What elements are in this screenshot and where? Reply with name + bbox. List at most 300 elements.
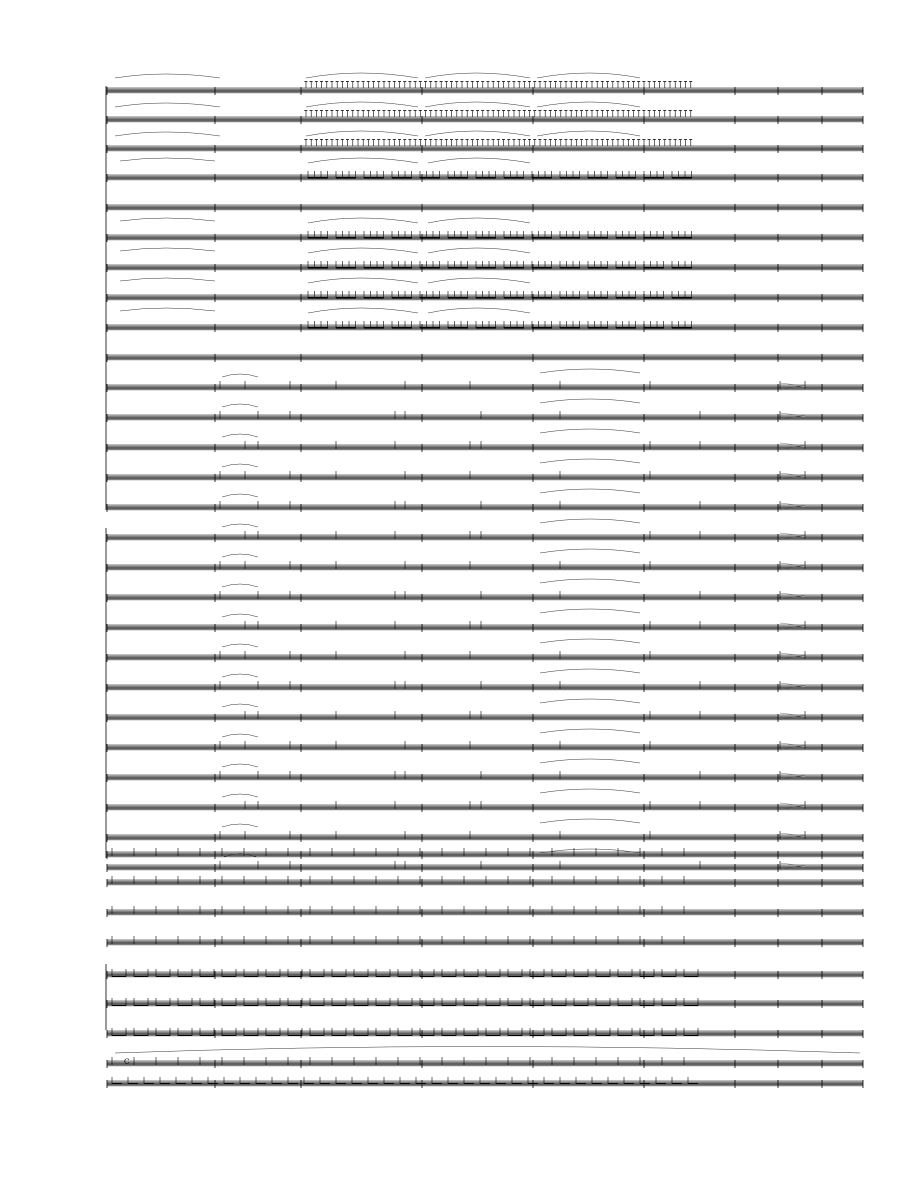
note-beam xyxy=(354,1005,368,1006)
note-beam xyxy=(244,976,258,977)
note-beam xyxy=(420,327,440,328)
staff xyxy=(107,445,863,450)
staff xyxy=(107,835,863,840)
slur xyxy=(222,824,258,827)
note-beam xyxy=(504,297,524,298)
note-beam xyxy=(658,139,661,140)
note-beam xyxy=(502,110,505,111)
note-beam xyxy=(684,110,687,111)
note-beam xyxy=(596,139,599,140)
note-beam xyxy=(533,110,536,111)
note-beam xyxy=(585,139,588,140)
note-beam xyxy=(336,139,339,140)
note-beam xyxy=(637,110,640,111)
note-beam xyxy=(480,1083,490,1084)
note-beam xyxy=(429,81,432,82)
slur xyxy=(115,103,220,107)
slur xyxy=(222,674,258,677)
slur xyxy=(540,549,640,553)
note-beam xyxy=(320,110,323,111)
note-beam xyxy=(616,327,636,328)
note-beam xyxy=(663,139,666,140)
note-beam xyxy=(244,1035,258,1036)
note-beam xyxy=(128,1083,138,1084)
note-beam xyxy=(320,139,323,140)
note-beam xyxy=(658,110,661,111)
note-beam xyxy=(429,110,432,111)
note-beam xyxy=(288,976,302,977)
note-beam xyxy=(398,1005,412,1006)
note-beam xyxy=(455,139,458,140)
note-beam xyxy=(367,139,370,140)
note-beam xyxy=(622,81,625,82)
note-beam xyxy=(332,1005,346,1006)
note-beam xyxy=(392,297,412,298)
note-beam xyxy=(448,1083,458,1084)
note-beam xyxy=(434,81,437,82)
note-beam xyxy=(684,81,687,82)
note-beam xyxy=(518,110,521,111)
note-beam xyxy=(455,81,458,82)
note-beam xyxy=(486,81,489,82)
note-beam xyxy=(508,976,522,977)
note-beam xyxy=(532,237,552,238)
note-beam xyxy=(310,139,313,140)
note-beam xyxy=(450,81,453,82)
note-beam xyxy=(532,297,552,298)
note-beam xyxy=(442,1005,456,1006)
note-beam xyxy=(512,139,515,140)
slur xyxy=(537,131,640,136)
note-beam xyxy=(590,81,593,82)
staff xyxy=(107,535,863,540)
note-beam xyxy=(486,1005,500,1006)
note-beam xyxy=(564,139,567,140)
note-beam xyxy=(642,81,645,82)
slur xyxy=(306,131,418,136)
note-beam xyxy=(460,110,463,111)
note-beam xyxy=(471,81,474,82)
staff xyxy=(107,1061,863,1066)
note-beam xyxy=(507,139,510,140)
note-beam xyxy=(351,110,354,111)
slur xyxy=(115,74,220,78)
note-beam xyxy=(368,1083,378,1084)
note-beam xyxy=(504,237,524,238)
note-beam xyxy=(530,1005,544,1006)
note-beam xyxy=(336,237,356,238)
staff xyxy=(107,1001,863,1006)
note-beam xyxy=(362,139,365,140)
note-beam xyxy=(419,139,422,140)
note-beam xyxy=(429,139,432,140)
note-beam xyxy=(672,1083,682,1084)
note-beam xyxy=(308,327,328,328)
staff xyxy=(107,865,863,870)
note-beam xyxy=(325,110,328,111)
note-beam xyxy=(504,177,524,178)
slur xyxy=(428,278,530,283)
slur xyxy=(120,158,215,161)
slur xyxy=(222,644,258,647)
note-beam xyxy=(376,1035,390,1036)
note-beam xyxy=(486,1035,500,1036)
note-beam xyxy=(440,110,443,111)
slur xyxy=(425,131,530,136)
slur xyxy=(222,704,258,707)
slur xyxy=(308,218,418,223)
note-beam xyxy=(476,237,496,238)
note-beam xyxy=(672,177,692,178)
note-beam xyxy=(304,1083,314,1084)
note-beam xyxy=(384,1083,394,1084)
note-beam xyxy=(352,1083,362,1084)
note-beam xyxy=(611,81,614,82)
note-beam xyxy=(364,297,384,298)
slur xyxy=(537,73,640,78)
slur xyxy=(308,158,418,163)
note-beam xyxy=(310,1005,324,1006)
note-beam xyxy=(481,110,484,111)
note-beam xyxy=(574,1035,588,1036)
note-beam xyxy=(575,110,578,111)
note-beam xyxy=(672,297,692,298)
note-beam xyxy=(518,139,521,140)
slur xyxy=(308,308,418,313)
note-beam xyxy=(445,81,448,82)
note-beam xyxy=(330,139,333,140)
note-beam xyxy=(622,139,625,140)
note-beam xyxy=(450,110,453,111)
slur xyxy=(120,218,215,221)
note-beam xyxy=(364,267,384,268)
note-beam xyxy=(588,267,608,268)
note-beam xyxy=(588,237,608,238)
note-beam xyxy=(496,1083,506,1084)
note-beam xyxy=(330,110,333,111)
note-beam xyxy=(178,1005,192,1006)
note-beam xyxy=(497,139,500,140)
note-beam xyxy=(616,81,619,82)
slur xyxy=(540,399,640,403)
note-beam xyxy=(552,976,566,977)
note-beam xyxy=(481,81,484,82)
note-beam xyxy=(392,267,412,268)
note-beam xyxy=(492,81,495,82)
note-beam xyxy=(570,81,573,82)
note-beam xyxy=(601,110,604,111)
slur xyxy=(540,429,640,433)
note-beam xyxy=(364,177,384,178)
note-beam xyxy=(393,139,396,140)
note-beam xyxy=(596,1005,610,1006)
slur xyxy=(540,609,640,613)
note-beam xyxy=(288,1005,302,1006)
note-beam xyxy=(341,110,344,111)
note-beam xyxy=(508,1005,522,1006)
note-beam xyxy=(570,139,573,140)
note-beam xyxy=(464,976,478,977)
note-beam xyxy=(644,267,664,268)
note-beam xyxy=(144,1083,154,1084)
slur xyxy=(222,524,258,527)
staff xyxy=(107,595,863,600)
note-beam xyxy=(445,110,448,111)
note-beam xyxy=(532,267,552,268)
note-beam xyxy=(112,1083,122,1084)
note-beam xyxy=(596,110,599,111)
note-beam xyxy=(559,81,562,82)
note-beam xyxy=(445,139,448,140)
note-beam xyxy=(476,81,479,82)
note-beam xyxy=(450,139,453,140)
note-beam xyxy=(596,976,610,977)
staff xyxy=(107,565,863,570)
note-beam xyxy=(684,139,687,140)
note-beam xyxy=(637,81,640,82)
slur xyxy=(425,102,530,107)
slur xyxy=(428,218,530,223)
note-beam xyxy=(606,139,609,140)
note-beam xyxy=(408,139,411,140)
note-beam xyxy=(362,81,365,82)
notation xyxy=(112,81,805,1084)
note-beam xyxy=(308,297,328,298)
note-beam xyxy=(627,139,630,140)
note-beam xyxy=(308,177,328,178)
slur xyxy=(428,158,530,163)
note-beam xyxy=(679,110,682,111)
note-beam xyxy=(632,81,635,82)
note-beam xyxy=(560,237,580,238)
slur xyxy=(540,489,640,493)
staff xyxy=(107,805,863,810)
slur xyxy=(115,132,220,136)
note-beam xyxy=(354,976,368,977)
note-beam xyxy=(590,110,593,111)
note-beam xyxy=(112,1035,126,1036)
note-beam xyxy=(606,110,609,111)
note-beam xyxy=(336,267,356,268)
note-beam xyxy=(560,297,580,298)
note-beam xyxy=(528,139,531,140)
note-beam xyxy=(656,1083,666,1084)
note-beam xyxy=(178,976,192,977)
note-beam xyxy=(644,237,664,238)
note-beam xyxy=(356,110,359,111)
note-beam xyxy=(544,1083,554,1084)
note-beam xyxy=(523,81,526,82)
note-beam xyxy=(466,81,469,82)
note-beam xyxy=(590,139,593,140)
note-beam xyxy=(512,110,515,111)
note-beam xyxy=(640,1083,650,1084)
note-beam xyxy=(476,297,496,298)
staff xyxy=(107,852,863,857)
note-beam xyxy=(689,139,692,140)
note-beam xyxy=(382,110,385,111)
staff xyxy=(107,146,863,151)
note-beam xyxy=(200,1005,214,1006)
note-beam xyxy=(388,81,391,82)
note-beam xyxy=(346,81,349,82)
note-beam xyxy=(310,81,313,82)
note-beam xyxy=(420,237,440,238)
note-beam xyxy=(672,267,692,268)
note-beam xyxy=(627,81,630,82)
note-beam xyxy=(549,110,552,111)
note-beam xyxy=(448,267,468,268)
note-beam xyxy=(679,139,682,140)
note-beam xyxy=(512,81,515,82)
note-beam xyxy=(178,1035,192,1036)
note-beam xyxy=(448,327,468,328)
slur xyxy=(120,278,215,281)
note-beam xyxy=(403,110,406,111)
note-beam xyxy=(648,81,651,82)
note-beam xyxy=(486,139,489,140)
note-beam xyxy=(679,81,682,82)
note-beam xyxy=(574,976,588,977)
note-beam xyxy=(588,297,608,298)
note-beam xyxy=(434,139,437,140)
note-beam xyxy=(304,139,307,140)
note-beam xyxy=(272,1083,282,1084)
note-beam xyxy=(476,139,479,140)
note-beam xyxy=(414,110,417,111)
staff xyxy=(107,205,863,210)
note-beam xyxy=(532,327,552,328)
note-beam xyxy=(266,1035,280,1036)
note-beam xyxy=(336,327,356,328)
note-beam xyxy=(377,139,380,140)
slur xyxy=(222,734,258,737)
note-beam xyxy=(341,81,344,82)
note-beam xyxy=(559,139,562,140)
note-beam xyxy=(372,81,375,82)
note-beam xyxy=(564,110,567,111)
staff xyxy=(107,910,863,915)
note-beam xyxy=(382,139,385,140)
slur xyxy=(222,494,258,497)
note-beam xyxy=(507,110,510,111)
note-beam xyxy=(176,1083,186,1084)
note-beam xyxy=(549,139,552,140)
note-beam xyxy=(336,110,339,111)
note-beam xyxy=(420,267,440,268)
note-beam xyxy=(684,1035,698,1036)
note-beam xyxy=(616,139,619,140)
note-beam xyxy=(464,1035,478,1036)
note-beam xyxy=(637,139,640,140)
note-beam xyxy=(662,976,676,977)
note-beam xyxy=(466,139,469,140)
note-beam xyxy=(419,81,422,82)
note-beam xyxy=(618,1035,632,1036)
note-beam xyxy=(222,1005,236,1006)
note-beam xyxy=(420,976,434,977)
note-beam xyxy=(288,1083,298,1084)
note-beam xyxy=(208,1083,218,1084)
slur xyxy=(428,308,530,313)
note-beam xyxy=(424,81,427,82)
note-beam xyxy=(376,1005,390,1006)
note-beam xyxy=(419,110,422,111)
note-beam xyxy=(393,81,396,82)
slur xyxy=(540,849,640,853)
note-beam xyxy=(403,81,406,82)
slur xyxy=(540,819,640,823)
note-beam xyxy=(662,1005,676,1006)
note-beam xyxy=(644,297,664,298)
note-beam xyxy=(530,976,544,977)
note-beam xyxy=(377,81,380,82)
note-beam xyxy=(266,1005,280,1006)
staff xyxy=(107,655,863,660)
note-beam xyxy=(533,81,536,82)
note-beam xyxy=(364,237,384,238)
slur xyxy=(540,729,640,733)
note-beam xyxy=(288,1035,302,1036)
note-beam xyxy=(420,1035,434,1036)
staff xyxy=(107,625,863,630)
note-beam xyxy=(674,110,677,111)
note-beam xyxy=(624,1083,634,1084)
note-beam xyxy=(304,110,307,111)
note-beam xyxy=(364,327,384,328)
note-beam xyxy=(580,110,583,111)
note-beam xyxy=(616,177,636,178)
note-beam xyxy=(403,139,406,140)
note-beam xyxy=(530,1035,544,1036)
slur xyxy=(222,554,258,557)
note-beam xyxy=(502,81,505,82)
note-beam xyxy=(538,110,541,111)
note-beam xyxy=(460,81,463,82)
note-beam xyxy=(420,297,440,298)
note-beam xyxy=(588,177,608,178)
staff xyxy=(107,475,863,480)
slur xyxy=(540,789,640,793)
note-beam xyxy=(392,177,412,178)
note-beam xyxy=(442,976,456,977)
note-beam xyxy=(440,139,443,140)
note-beam xyxy=(492,139,495,140)
note-beam xyxy=(570,110,573,111)
note-beam xyxy=(574,1005,588,1006)
note-beam xyxy=(648,110,651,111)
note-beam xyxy=(653,139,656,140)
staff xyxy=(107,715,863,720)
slur xyxy=(222,374,258,377)
note-beam xyxy=(616,110,619,111)
slur xyxy=(120,308,215,311)
slur xyxy=(540,369,640,373)
note-beam xyxy=(492,110,495,111)
note-beam xyxy=(507,81,510,82)
note-beam xyxy=(442,1035,456,1036)
note-beam xyxy=(320,81,323,82)
note-beam xyxy=(611,139,614,140)
note-beam xyxy=(601,139,604,140)
note-beam xyxy=(653,110,656,111)
note-beam xyxy=(596,1035,610,1036)
note-beam xyxy=(497,110,500,111)
note-beam xyxy=(448,237,468,238)
note-beam xyxy=(460,139,463,140)
note-beam xyxy=(420,1005,434,1006)
note-beam xyxy=(585,81,588,82)
